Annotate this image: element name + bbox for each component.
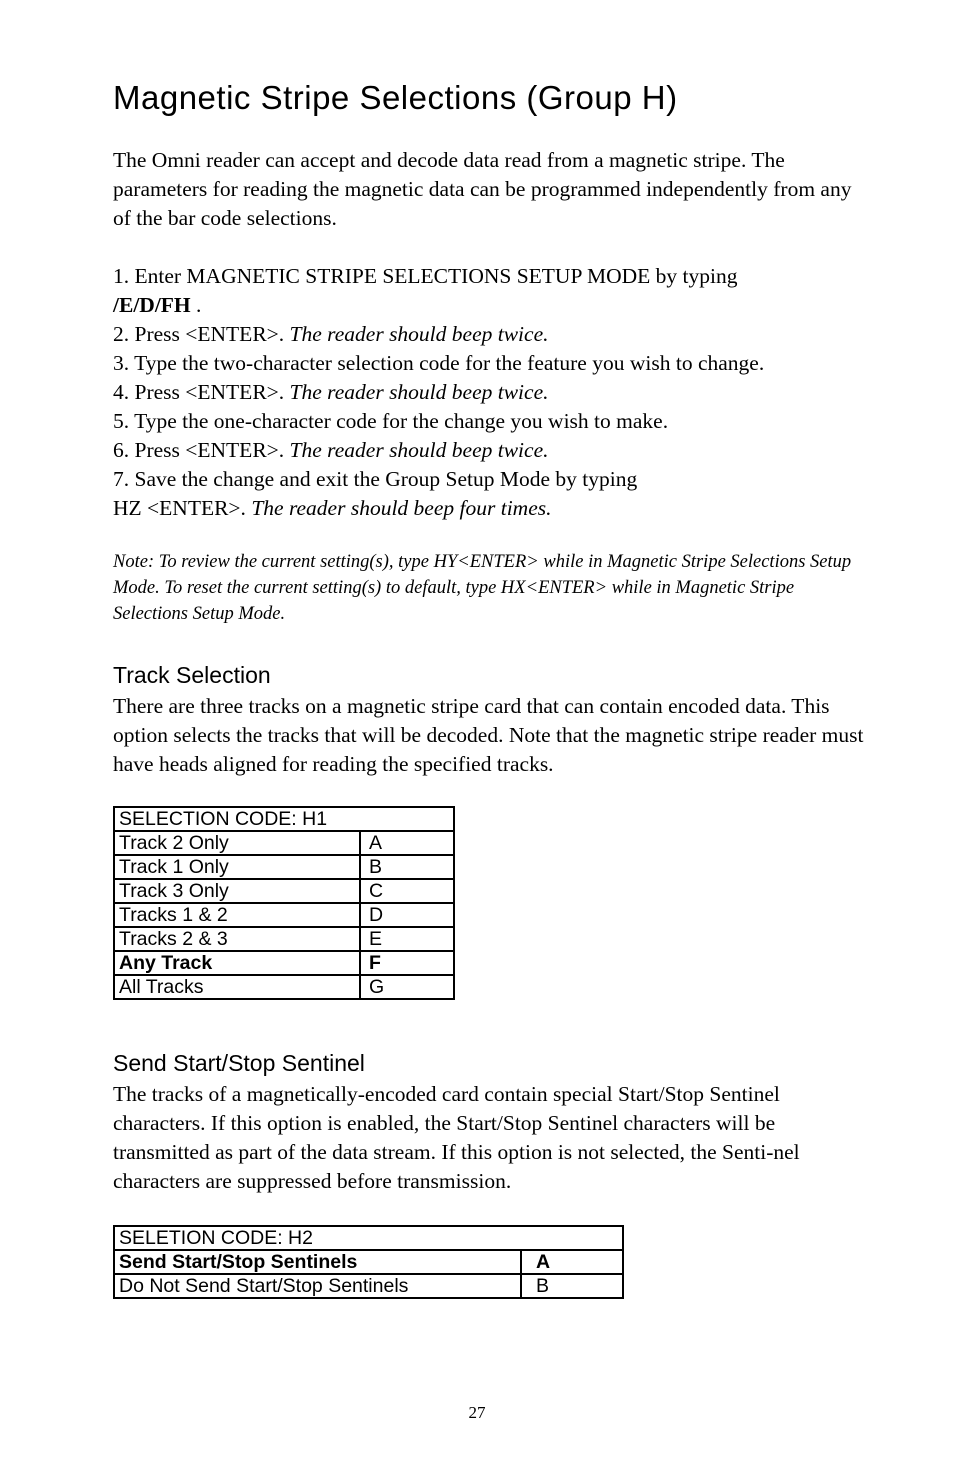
track-selection-table [113, 806, 455, 1000]
table-header: SELETION CODE: H2 [114, 1226, 623, 1250]
table-row [114, 975, 454, 999]
option-code: E [360, 927, 454, 951]
option-label: All Tracks [114, 975, 360, 999]
option-code-default: F [360, 951, 454, 975]
sentinel-table [113, 1225, 624, 1299]
table-row-default [114, 1250, 623, 1274]
step-7: 7. Save the change and exit the Group Setup Mode by typing HZ <ENTER>. The reader should beep four times. [113, 467, 638, 520]
option-code: B [360, 855, 454, 879]
option-label: Track 3 Only [114, 879, 360, 903]
sentinel-description: The tracks of a magnetically-encoded card contain special Start/Stop Sentinel characters. If this option is enabled, the Start/Stop Sentinel characters will be transmitted as part of the data stream. If this option is not selected, the Senti-nel characters are suppressed before transmission. [113, 1082, 800, 1193]
table-row [114, 927, 454, 951]
step-4: 4. Press <ENTER>. The reader should beep twice. [113, 380, 549, 404]
track-selection-heading: Track Selection [113, 662, 271, 688]
note-paragraph: Note: To review the current setting(s), type HY<ENTER> while in Magnetic Stripe Selections Setup Mode. To reset the current setting(s) to default, type HX<ENTER> while in Magnetic Stripe Selections Setup Mode. [113, 552, 852, 624]
step-6: 6. Press <ENTER>. The reader should beep twice. [113, 438, 549, 462]
step-3: 3. Type the two-character selection code for the feature you wish to change. [113, 351, 765, 375]
table-row [114, 855, 454, 879]
option-code: B [521, 1274, 623, 1298]
table-header-row [114, 807, 454, 831]
page-number: 27 [468, 1403, 486, 1422]
option-code: C [360, 879, 454, 903]
option-label-default: Send Start/Stop Sentinels [114, 1250, 521, 1274]
intro-paragraph: The Omni reader can accept and decode data read from a magnetic stripe. The parameters for reading the magnetic data can be programmed independently from any of the bar code selections. [113, 148, 852, 230]
step-1: 1. Enter MAGNETIC STRIPE SELECTIONS SETUP MODE by typing /E/D/FH . [113, 264, 738, 317]
option-label: Track 2 Only [114, 831, 360, 855]
setup-command: /E/D/FH [113, 293, 191, 317]
table-row [114, 903, 454, 927]
step-5: 5. Type the one-character code for the change you wish to make. [113, 409, 669, 433]
option-label: Tracks 2 & 3 [114, 927, 360, 951]
sentinel-heading: Send Start/Stop Sentinel [113, 1050, 365, 1076]
setup-steps [113, 262, 873, 523]
table-header-row [114, 1226, 623, 1250]
table-header: SELECTION CODE: H1 [114, 807, 454, 831]
option-code: G [360, 975, 454, 999]
page-title: Magnetic Stripe Selections (Group H) [113, 79, 678, 116]
option-label: Track 1 Only [114, 855, 360, 879]
table-row [114, 1274, 623, 1298]
table-row [114, 831, 454, 855]
table-row-default [114, 951, 454, 975]
option-label: Tracks 1 & 2 [114, 903, 360, 927]
step-2: 2. Press <ENTER>. The reader should beep twice. [113, 322, 549, 346]
option-label-default: Any Track [114, 951, 360, 975]
option-label: Do Not Send Start/Stop Sentinels [114, 1274, 521, 1298]
track-selection-description: There are three tracks on a magnetic stripe card that can contain encoded data. This option selects the tracks that will be decoded. Note that the magnetic stripe reader must have heads aligned for reading the specified tracks. [113, 694, 864, 776]
table-row [114, 879, 454, 903]
option-code: A [360, 831, 454, 855]
option-code: D [360, 903, 454, 927]
option-code-default: A [521, 1250, 623, 1274]
